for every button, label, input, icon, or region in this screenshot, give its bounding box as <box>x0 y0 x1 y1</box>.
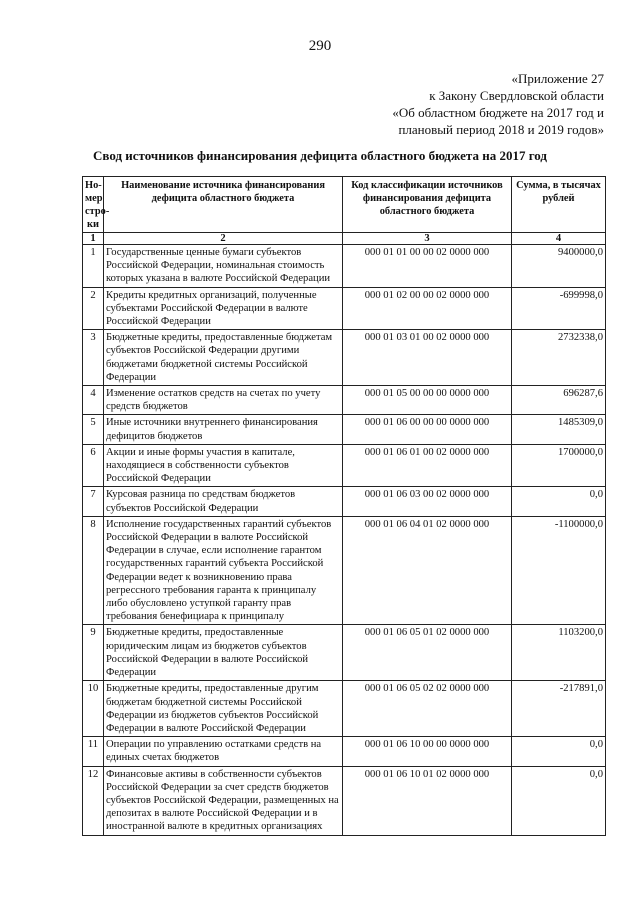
table-row <box>83 766 606 835</box>
amount: 696287,6 <box>512 386 606 415</box>
amount: 0,0 <box>512 487 606 516</box>
table-row <box>83 287 606 330</box>
table-row <box>83 487 606 516</box>
amount: -699998,0 <box>512 287 606 330</box>
classification-code: 000 01 06 10 01 02 0000 000 <box>343 766 512 835</box>
source-name: Финансовые активы в собственности субъектов Российской Федерации за счет средств бюджетов субъектов Российской Федерации, размещенных на депозитах в валюте Российской Федерации и в иностранной валюте в кредитных организациях <box>104 766 343 835</box>
column-number: 2 <box>104 233 343 245</box>
table-row <box>83 681 606 737</box>
classification-code: 000 01 01 00 00 02 0000 000 <box>343 245 512 288</box>
row-number: 3 <box>83 330 104 386</box>
appendix-header <box>392 70 604 138</box>
table-row <box>83 245 606 288</box>
row-number: 6 <box>83 444 104 487</box>
row-number: 5 <box>83 415 104 444</box>
source-name: Акции и иные формы участия в капитале, находящиеся в собственности субъектов Российской Федерации <box>104 444 343 487</box>
amount: -1100000,0 <box>512 516 606 625</box>
classification-code: 000 01 06 05 02 02 0000 000 <box>343 681 512 737</box>
source-name: Кредиты кредитных организаций, полученные субъектами Российской Федерации в валюте Российской Федерации <box>104 287 343 330</box>
source-name: Курсовая разница по средствам бюджетов субъектов Российской Федерации <box>104 487 343 516</box>
header-row-number: Но-мер стро-ки <box>83 177 104 233</box>
amount: -217891,0 <box>512 681 606 737</box>
appendix-line-2: к Закону Свердловской области <box>429 88 604 103</box>
classification-code: 000 01 06 01 00 02 0000 000 <box>343 444 512 487</box>
column-number: 1 <box>83 233 104 245</box>
row-number: 11 <box>83 737 104 766</box>
table-row <box>83 330 606 386</box>
row-number: 12 <box>83 766 104 835</box>
row-number: 4 <box>83 386 104 415</box>
classification-code: 000 01 06 05 01 02 0000 000 <box>343 625 512 681</box>
classification-code: 000 01 05 00 00 00 0000 000 <box>343 386 512 415</box>
amount: 1103200,0 <box>512 625 606 681</box>
classification-code: 000 01 06 10 00 00 0000 000 <box>343 737 512 766</box>
table-row <box>83 415 606 444</box>
appendix-line-1: «Приложение 27 <box>511 71 604 86</box>
source-name: Бюджетные кредиты, предоставленные другим бюджетам бюджетной системы Российской Федерации из бюджетов субъектов Российской Федерации в валюте Российской Федерации <box>104 681 343 737</box>
source-name: Государственные ценные бумаги субъектов Российской Федерации, номинальная стоимость которых указана в валюте Российской Федерации <box>104 245 343 288</box>
source-name: Бюджетные кредиты, предоставленные юридическим лицам из бюджетов субъектов Российской Федерации в валюте Российской Федерации <box>104 625 343 681</box>
row-number: 8 <box>83 516 104 625</box>
table-row <box>83 516 606 625</box>
source-name: Бюджетные кредиты, предоставленные бюджетам субъектов Российской Федерации другими бюджетами бюджетной системы Российской Федерации <box>104 330 343 386</box>
financing-sources-table <box>82 176 606 836</box>
column-number: 4 <box>512 233 606 245</box>
header-amount: Сумма, в тысячах рублей <box>512 177 606 233</box>
classification-code: 000 01 06 00 00 00 0000 000 <box>343 415 512 444</box>
amount: 0,0 <box>512 766 606 835</box>
header-source-name: Наименование источника финансирования дефицита областного бюджета <box>104 177 343 233</box>
table-row <box>83 625 606 681</box>
column-number: 3 <box>343 233 512 245</box>
row-number: 7 <box>83 487 104 516</box>
row-number: 1 <box>83 245 104 288</box>
header-classification-code: Код классификации источников финансирования дефицита областного бюджета <box>343 177 512 233</box>
amount: 9400000,0 <box>512 245 606 288</box>
amount: 0,0 <box>512 737 606 766</box>
source-name: Операции по управлению остатками средств на единых счетах бюджетов <box>104 737 343 766</box>
classification-code: 000 01 03 01 00 02 0000 000 <box>343 330 512 386</box>
source-name: Изменение остатков средств на счетах по учету средств бюджетов <box>104 386 343 415</box>
page-number: 290 <box>308 38 332 54</box>
row-number: 2 <box>83 287 104 330</box>
source-name: Иные источники внутреннего финансирования дефицитов бюджетов <box>104 415 343 444</box>
classification-code: 000 01 02 00 00 02 0000 000 <box>343 287 512 330</box>
classification-code: 000 01 06 04 01 02 0000 000 <box>343 516 512 625</box>
amount: 2732338,0 <box>512 330 606 386</box>
table-row <box>83 386 606 415</box>
appendix-line-4: плановый период 2018 и 2019 годов» <box>398 122 604 137</box>
amount: 1700000,0 <box>512 444 606 487</box>
table-row <box>83 737 606 766</box>
document-title: Свод источников финансирования дефицита областного бюджета на 2017 год <box>93 148 547 163</box>
classification-code: 000 01 06 03 00 02 0000 000 <box>343 487 512 516</box>
column-number-row <box>83 233 606 245</box>
row-number: 9 <box>83 625 104 681</box>
amount: 1485309,0 <box>512 415 606 444</box>
row-number: 10 <box>83 681 104 737</box>
table-row <box>83 444 606 487</box>
source-name: Исполнение государственных гарантий субъектов Российской Федерации в валюте Российской Федерации в случае, если исполнение гарантом государственных гарантий субъекта Российской Федерации ведет к возникновению права регрессного требования гаранта к принципалу либо обусловлено уступкой гаранту прав требования бенефициара к принципалу <box>104 516 343 625</box>
table-header-row <box>83 177 606 233</box>
appendix-line-3: «Об областном бюджете на 2017 год и <box>392 105 604 120</box>
